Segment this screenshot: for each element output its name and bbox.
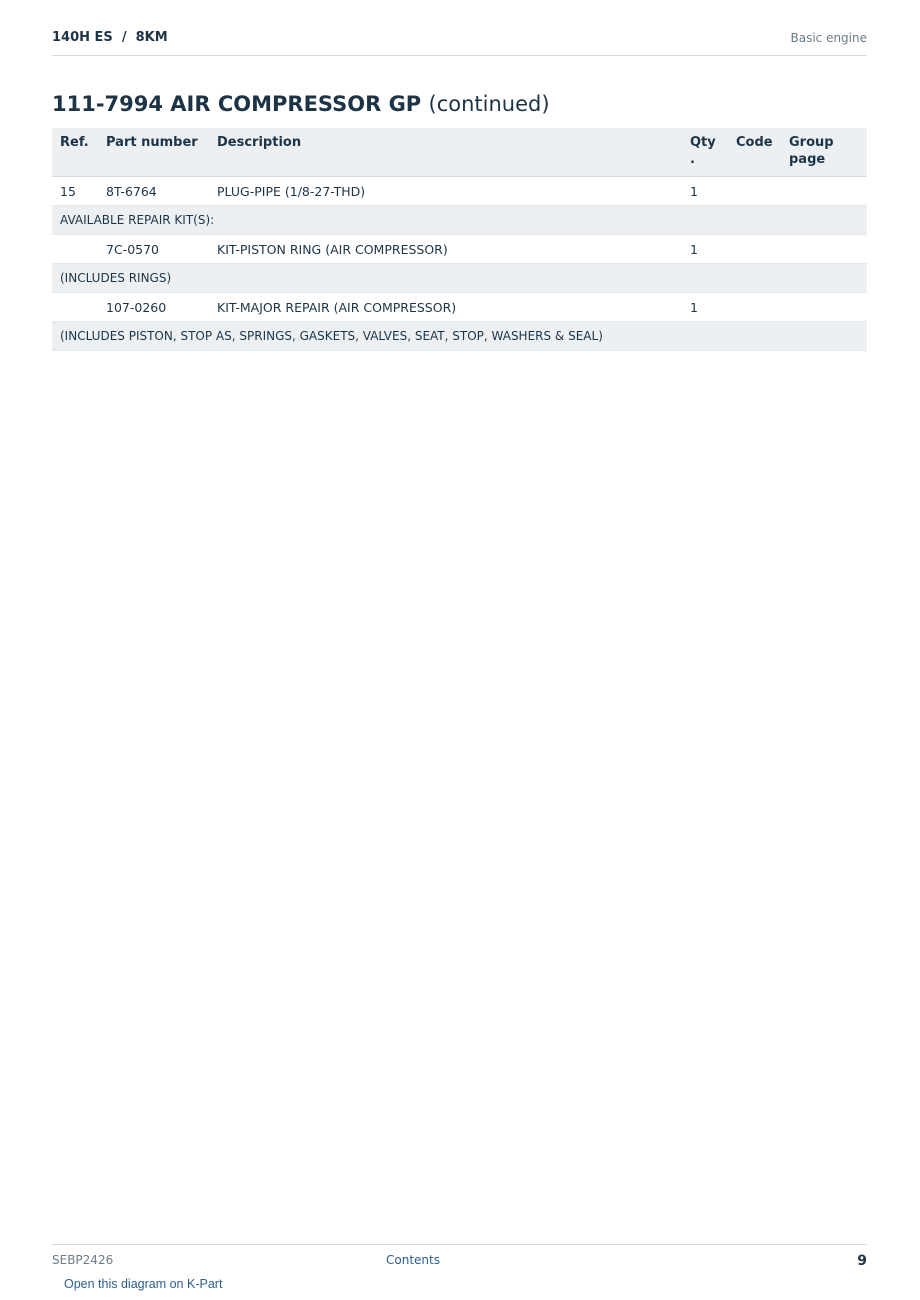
table-row [52, 177, 867, 206]
page-number: 9 [857, 1253, 867, 1269]
table-note-row [52, 322, 867, 351]
cell-code [728, 177, 781, 206]
table-row [52, 293, 867, 322]
cell-qty: 1 [682, 235, 728, 264]
cell-description: KIT-PISTON RING (AIR COMPRESSOR) [209, 235, 682, 264]
note-includes-rings: (INCLUDES RINGS) [52, 264, 867, 293]
header-section: Basic engine [790, 31, 867, 45]
parts-table [52, 128, 867, 351]
cell-part-number: 7C-0570 [98, 235, 209, 264]
note-repair-kits: AVAILABLE REPAIR KIT(S): [52, 206, 867, 235]
cell-description: KIT-MAJOR REPAIR (AIR COMPRESSOR) [209, 293, 682, 322]
cell-code [728, 235, 781, 264]
kpart-diagram-link[interactable]: Open this diagram on K-Part [64, 1277, 223, 1291]
table-note-row [52, 264, 867, 293]
cell-ref: 15 [52, 177, 98, 206]
cell-ref [52, 235, 98, 264]
footer-doc-id: SEBP2426 [52, 1253, 114, 1267]
title-main: 111-7994 AIR COMPRESSOR GP [52, 92, 422, 116]
table-note-row [52, 206, 867, 235]
cell-part-number: 107-0260 [98, 293, 209, 322]
cell-description: PLUG-PIPE (1/8-27-THD) [209, 177, 682, 206]
contents-link[interactable]: Contents [386, 1253, 440, 1267]
note-includes-parts: (INCLUDES PISTON, STOP AS, SPRINGS, GASKETS, VALVES, SEAT, STOP, WASHERS & SEAL) [52, 322, 867, 351]
title-continued: (continued) [428, 92, 550, 116]
column-header-ref: Ref. [52, 128, 98, 177]
cell-qty: 1 [682, 177, 728, 206]
page-title [52, 90, 550, 118]
column-header-qty: Qty . [682, 128, 728, 177]
cell-group-page [781, 177, 867, 206]
cell-group-page [781, 235, 867, 264]
page-footer [52, 1244, 867, 1295]
column-header-code: Code [728, 128, 781, 177]
cell-qty: 1 [682, 293, 728, 322]
header-model: 140H ES / 8KM [52, 30, 168, 45]
column-header-description: Description [209, 128, 682, 177]
page-header [52, 28, 867, 56]
table-header-row [52, 128, 867, 177]
cell-group-page [781, 293, 867, 322]
cell-part-number: 8T-6764 [98, 177, 209, 206]
cell-ref [52, 293, 98, 322]
table-row [52, 235, 867, 264]
column-header-part-number: Part number [98, 128, 209, 177]
column-header-group-page: Group page [781, 128, 867, 177]
cell-code [728, 293, 781, 322]
